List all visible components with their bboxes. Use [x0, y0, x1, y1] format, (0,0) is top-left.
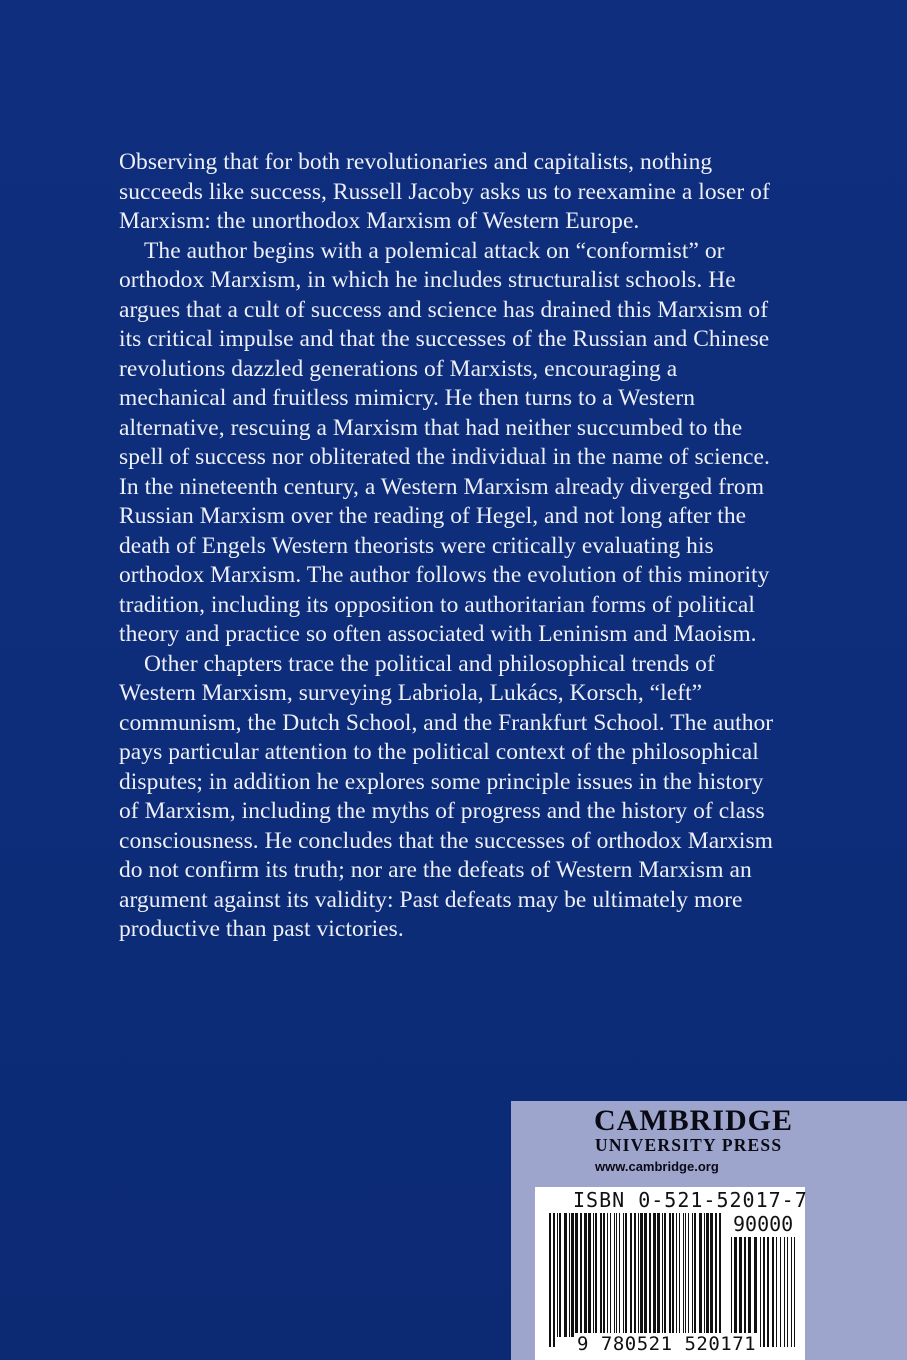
- price-code: 90000: [733, 1212, 794, 1236]
- barcode-bar: [679, 1213, 680, 1337]
- barcode-bar: [704, 1213, 705, 1337]
- barcode-bar: [685, 1213, 686, 1337]
- barcode-bar: [559, 1213, 561, 1337]
- barcode-bar: [616, 1213, 617, 1337]
- barcode-bar: [575, 1213, 578, 1337]
- barcode-bar: [683, 1213, 684, 1337]
- barcode-bar: [672, 1213, 674, 1337]
- barcode-bar: [630, 1213, 632, 1347]
- barcode-bar: [649, 1213, 651, 1337]
- barcode-bar: [607, 1213, 608, 1337]
- blurb-paragraph-1: Observing that for both revolutionaries and capitalists, nothing succeeds like success, Russell Jacoby asks us to reexamine a loser of Marxism: the unorthodox Marxism of Western Europe.: [119, 149, 770, 234]
- barcode-bar: [588, 1213, 591, 1337]
- barcode-bar: [767, 1237, 769, 1347]
- barcode-bar: [776, 1237, 777, 1347]
- barcode-bar: [553, 1213, 555, 1347]
- isbn-label: ISBN 0-521-52017-7: [573, 1188, 808, 1212]
- barcode-bar: [731, 1237, 732, 1347]
- barcode-bar: [564, 1213, 567, 1337]
- publisher-name: CAMBRIDGE: [594, 1104, 794, 1137]
- barcode-bar: [780, 1237, 781, 1347]
- barcode-bar: [644, 1213, 647, 1337]
- barcode-bar: [794, 1237, 795, 1347]
- barcode-bar: [638, 1213, 639, 1337]
- barcode-bar: [772, 1237, 774, 1347]
- barcode-bar: [763, 1237, 765, 1347]
- publisher-subtitle: UNIVERSITY PRESS: [595, 1135, 783, 1155]
- barcode-bar: [787, 1237, 788, 1347]
- ean-digits: 9 780521 520171: [577, 1333, 757, 1355]
- barcode-bar: [669, 1213, 671, 1337]
- barcode-bar: [734, 1237, 737, 1347]
- barcode-bar: [634, 1213, 636, 1347]
- barcode-bar: [744, 1237, 746, 1347]
- barcode-bar: [653, 1213, 656, 1337]
- barcode-bar: [748, 1237, 751, 1347]
- barcode-bar: [710, 1213, 713, 1337]
- barcode-bar: [676, 1213, 677, 1337]
- barcode-bar: [610, 1213, 611, 1337]
- barcode-bar: [571, 1213, 574, 1337]
- barcode-panel: [535, 1187, 808, 1360]
- barcode-bar: [569, 1213, 570, 1337]
- barcode-bar: [719, 1213, 721, 1347]
- barcode-bar: [584, 1213, 587, 1337]
- barcode-bar: [694, 1213, 696, 1337]
- barcode-bar: [657, 1213, 660, 1337]
- barcode-bar: [739, 1237, 742, 1347]
- barcode-bar: [715, 1213, 717, 1347]
- publisher-url: www.cambridge.org: [595, 1159, 719, 1174]
- barcode-bar: [688, 1213, 689, 1337]
- blurb-paragraph-2: The author begins with a polemical attack on “conformist” or orthodox Marxism, in which he includes structuralist schools. He argues that a cult of success and science has drained this Marxism of its critical impulse and that the successes of the Russian and Chinese revolutions dazzled generations of Marxists, encouraging a mechanical and fruitless mimicry. He then turns to a Western alternative, rescuing a Marxism that had neither succumbed to the spell of success nor obliterated the individual in the name of science. In the nineteenth century, a Western Marxism already diverged from Russian Marxism over the reading of Hegel, and not long after the death of Engels Western theorists were critically evaluating his orthodox Marxism. The author follows the evolution of this minority tradition, including its opposition to authoritarian forms of political theory and practice so often associated with Leninism and Maoism.: [119, 237, 770, 647]
- barcode-bar: [784, 1237, 785, 1347]
- barcode-bar: [623, 1213, 624, 1337]
- barcode-bar: [692, 1213, 693, 1337]
- barcode-bar: [600, 1213, 602, 1337]
- barcode-bar: [603, 1213, 605, 1337]
- barcode-bar: [595, 1213, 597, 1337]
- barcode-bar: [549, 1213, 551, 1347]
- barcode-bar: [640, 1213, 643, 1337]
- barcode-bar: [619, 1213, 620, 1337]
- publisher-panel: [511, 1101, 907, 1360]
- barcode-bar: [593, 1213, 594, 1337]
- barcode-bar: [791, 1237, 792, 1347]
- barcode-bar: [664, 1213, 666, 1337]
- barcode-bar: [557, 1213, 558, 1337]
- blurb-paragraph-3: Other chapters trace the political and philosophical trends of Western Marxism, surveying Labriola, Lukács, Korsch, “left” communism, the Dutch School, and the Frankfurt School. The author pays particular attention to the political context of the philosophical disputes; in addition he explores some principle issues in the history of Marxism, including the myths of progress and the history of class consciousness. He concludes that the successes of orthodox Marxism do not confirm its truth; nor are the defeats of Western Marxism an argument against its validity: Past defeats may be ultimately more productive than past victories.: [119, 650, 774, 942]
- barcode-bar: [580, 1213, 582, 1337]
- cover-blurb: [119, 148, 787, 945]
- barcode-bar: [662, 1213, 663, 1337]
- barcode-bar: [706, 1213, 709, 1337]
- barcode-bar: [760, 1237, 761, 1347]
- barcode-bar: [625, 1213, 627, 1337]
- barcode-bar: [614, 1213, 615, 1337]
- barcode-bar: [754, 1237, 757, 1347]
- barcode-bar: [699, 1213, 702, 1337]
